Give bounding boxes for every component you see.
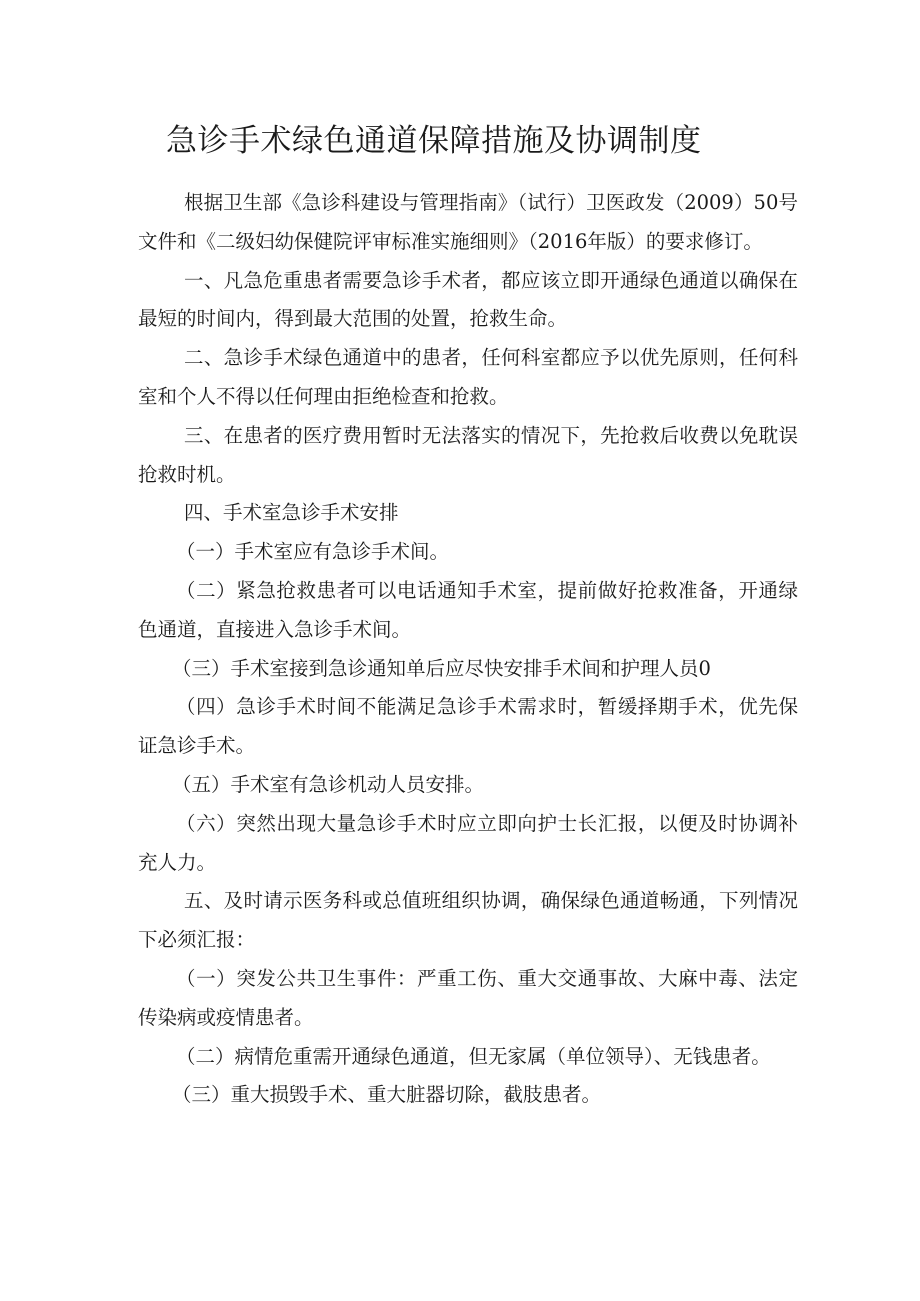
document-body [138,184,798,1115]
paragraph-section-4-heading: 四、手术室急诊手术安排 [184,501,399,525]
paragraph-5-item-1: （一）突发公共卫生事件：严重工伤、重大交通事故、大麻中毒、法定传染病或疫情患者。 [138,966,798,1029]
paragraph-4-item-3: （三）手术室接到急诊通知单后应尽快安排手术间和护理人员0 [172,656,711,680]
paragraph-section-3: 三、在患者的医疗费用暂时无法落实的情况下，先抢救后收费以免耽误抢救时机。 [138,423,798,486]
paragraph-4-item-6: （六）突然出现大量急诊手术时应立即向护士长汇报，以便及时协调补充人力。 [138,811,798,874]
paragraph-4-item-2: （二）紧急抢救患者可以电话通知手术室，提前做好抢救准备，开通绿色通道，直接进入急诊手术间。 [138,578,798,641]
paragraph-4-item-1: （一）手术室应有急诊手术间。 [176,540,450,564]
paragraph-preamble: 根据卫生部《急诊科建设与管理指南》（试行）卫医政发（2009）50号文件和《二级妇幼保健院评审标准实施细则》（2016年版）的要求修订。 [138,191,798,253]
paragraph-5-item-2: （二）病情危重需开通绿色通道，但无家属（单位领导）、无钱患者。 [176,1044,771,1068]
paragraph-4-item-5: （五）手术室有急诊机动人员安排。 [172,772,485,796]
paragraph-section-5: 五、及时请示医务科或总值班组织协调，确保绿色通道畅通，下列情况下必须汇报： [138,889,798,952]
paragraph-section-1: 一、凡急危重患者需要急诊手术者，都应该立即开通绿色通道以确保在最短的时间内，得到最大范围的处置，抢救生命。 [138,268,798,331]
paragraph-4-item-4: （四）急诊手术时间不能满足急诊手术需求时，暂缓择期手术，优先保证急诊手术。 [138,695,798,758]
paragraph-5-item-3: （三）重大损毁手术、重大脏器切除，截肢患者。 [172,1083,602,1107]
document-title: 急诊手术绿色通道保障措施及协调制度 [166,123,702,159]
paragraph-section-2: 二、急诊手术绿色通道中的患者，任何科室都应予以优先原则，任何科室和个人不得以任何理由拒绝检查和抢救。 [138,346,798,408]
